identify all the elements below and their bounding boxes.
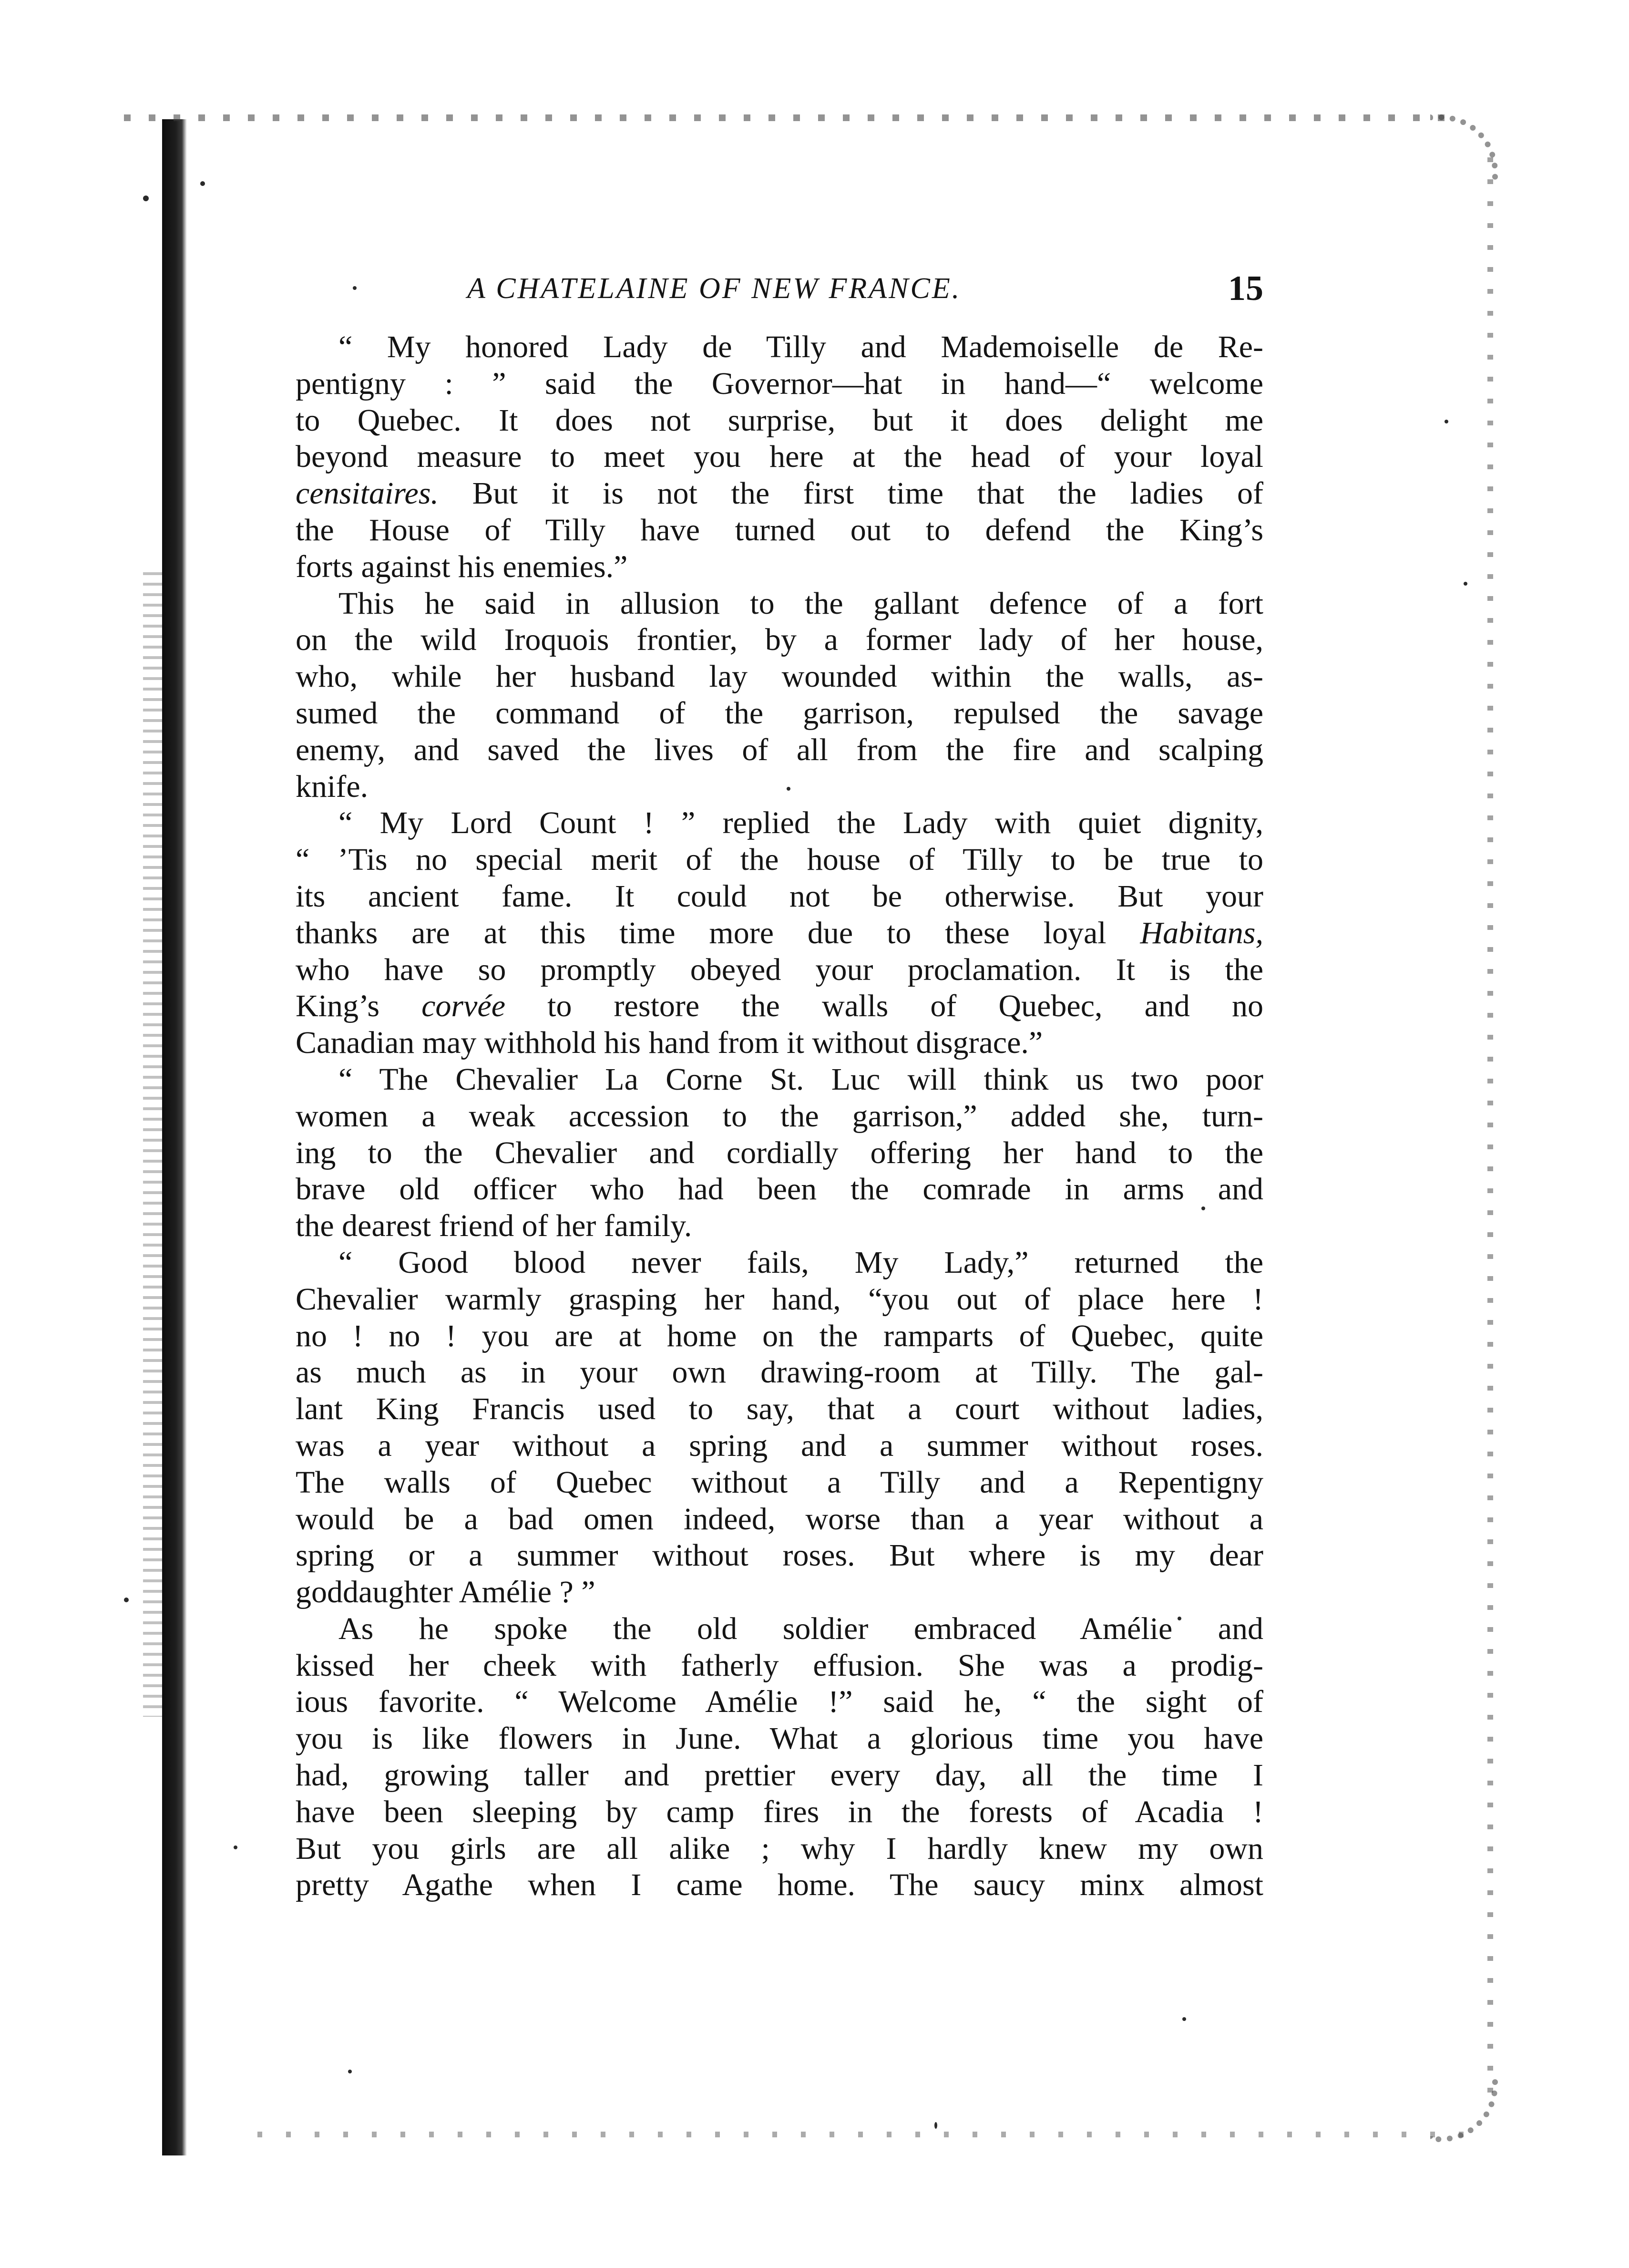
text-line: as much as in your own drawing-room at Tilly. The gal-: [296, 1355, 1263, 1390]
text-line: enemy, and saved the lives of all from the fire and scalping: [296, 732, 1263, 767]
text-line: the dearest friend of her family.: [296, 1208, 692, 1244]
text-line: brave old officer who had been the comrade in arms and: [296, 1172, 1263, 1207]
text-line: women a weak accession to the garrison,” added she, turn-: [296, 1098, 1263, 1134]
text-line: Chevalier warmly grasping her hand, “you out of place here !: [296, 1281, 1263, 1317]
text-line: forts against his enemies.”: [296, 549, 628, 584]
text-line: censitaires. But it is not the first time that the ladies of: [296, 476, 1263, 511]
text-line: you is like flowers in June. What a glorious time you have: [296, 1721, 1263, 1756]
scan-speck: [143, 196, 149, 201]
text-line: “ My Lord Count ! ” replied the Lady with quiet dignity,: [338, 805, 1263, 841]
text-line: King’s corvée to restore the walls of Quebec, and no: [296, 989, 1263, 1024]
text-line: ious favorite. “ Welcome Amélie !” said he, “ the sight of: [296, 1684, 1263, 1720]
binding-edge: [162, 119, 187, 2155]
text-line: on the wild Iroquois frontier, by a former lady of her house,: [296, 622, 1263, 658]
body-text: [296, 329, 1263, 1904]
text-line: pentigny : ” said the Governor—hat in hand—“ welcome: [296, 366, 1263, 401]
text-line: “ Good blood never fails, My Lady,” returned the: [338, 1245, 1263, 1280]
text-line: spring or a summer without roses. But where is my dear: [296, 1538, 1263, 1573]
text-line: who have so promptly obeyed your proclamation. It is the: [296, 952, 1263, 987]
page-edge-right: [1487, 157, 1493, 2093]
text-line: its ancient fame. It could not be otherwise. But your: [296, 878, 1263, 914]
text-line: thanks are at this time more due to these loyal Habitans,: [296, 915, 1263, 950]
text-line: knife.: [296, 769, 369, 804]
page-number: 15: [1228, 269, 1263, 308]
page-edge-bottom: [257, 2132, 1487, 2137]
scan-speck: [200, 181, 205, 186]
text-line: The walls of Quebec without a Tilly and a Repentigny: [296, 1464, 1263, 1500]
text-line: no ! no ! you are at home on the ramparts of Quebec, quite: [296, 1318, 1263, 1353]
running-head: [305, 267, 1263, 310]
scan-speck: [234, 1845, 237, 1849]
scan-speck: [1182, 2017, 1186, 2021]
scan-speck: [1445, 420, 1448, 423]
page-edge-top: [124, 114, 1459, 121]
text-line: the House of Tilly have turned out to defend the King’s: [296, 512, 1263, 547]
text-line: “ The Chevalier La Corne St. Luc will think us two poor: [338, 1062, 1263, 1097]
text-line: would be a bad omen indeed, worse than a year without a: [296, 1501, 1263, 1536]
text-line: Canadian may withhold his hand from it without disgrace.”: [296, 1025, 1043, 1061]
binding-shadow: [143, 572, 162, 1717]
text-line: to Quebec. It does not surprise, but it does delight me: [296, 402, 1263, 438]
text-line: pretty Agathe when I came home. The saucy minx almost: [296, 1867, 1263, 1903]
text-line: beyond measure to meet you here at the head of your loyal: [296, 439, 1263, 474]
text-line: “ My honored Lady de Tilly and Mademoiselle de Re-: [338, 330, 1263, 364]
scan-speck: [934, 2122, 937, 2129]
text-line: who, while her husband lay wounded within the walls, as-: [296, 659, 1263, 694]
text-line: As he spoke the old soldier embraced Amélie and: [338, 1611, 1263, 1646]
text-line: goddaughter Amélie ? ”: [296, 1575, 595, 1610]
scan-speck: [1464, 582, 1467, 586]
text-line: kissed her cheek with fatherly effusion. She was a prodig-: [296, 1648, 1263, 1683]
text-line: was a year without a spring and a summer without roses.: [296, 1428, 1263, 1463]
text-line: have been sleeping by camp fires in the forests of Acadia !: [296, 1794, 1263, 1829]
text-line: had, growing taller and prettier every day, all the time I: [296, 1758, 1263, 1793]
scan-speck: [124, 1598, 129, 1602]
text-line: lant King Francis used to say, that a court without ladies,: [296, 1392, 1263, 1427]
running-title: A CHATELAINE OF NEW FRANCE.: [467, 272, 962, 305]
text-line: “ ’Tis no special merit of the house of Tilly to be true to: [296, 842, 1263, 877]
text-line: ing to the Chevalier and cordially offering her hand to the: [296, 1135, 1263, 1170]
text-line: sumed the command of the garrison, repulsed the savage: [296, 695, 1263, 731]
text-line: This he said in allusion to the gallant defence of a fort: [338, 586, 1263, 621]
text-line: But you girls are all alike ; why I hardly knew my own: [296, 1831, 1263, 1866]
scan-speck: [348, 2070, 352, 2073]
